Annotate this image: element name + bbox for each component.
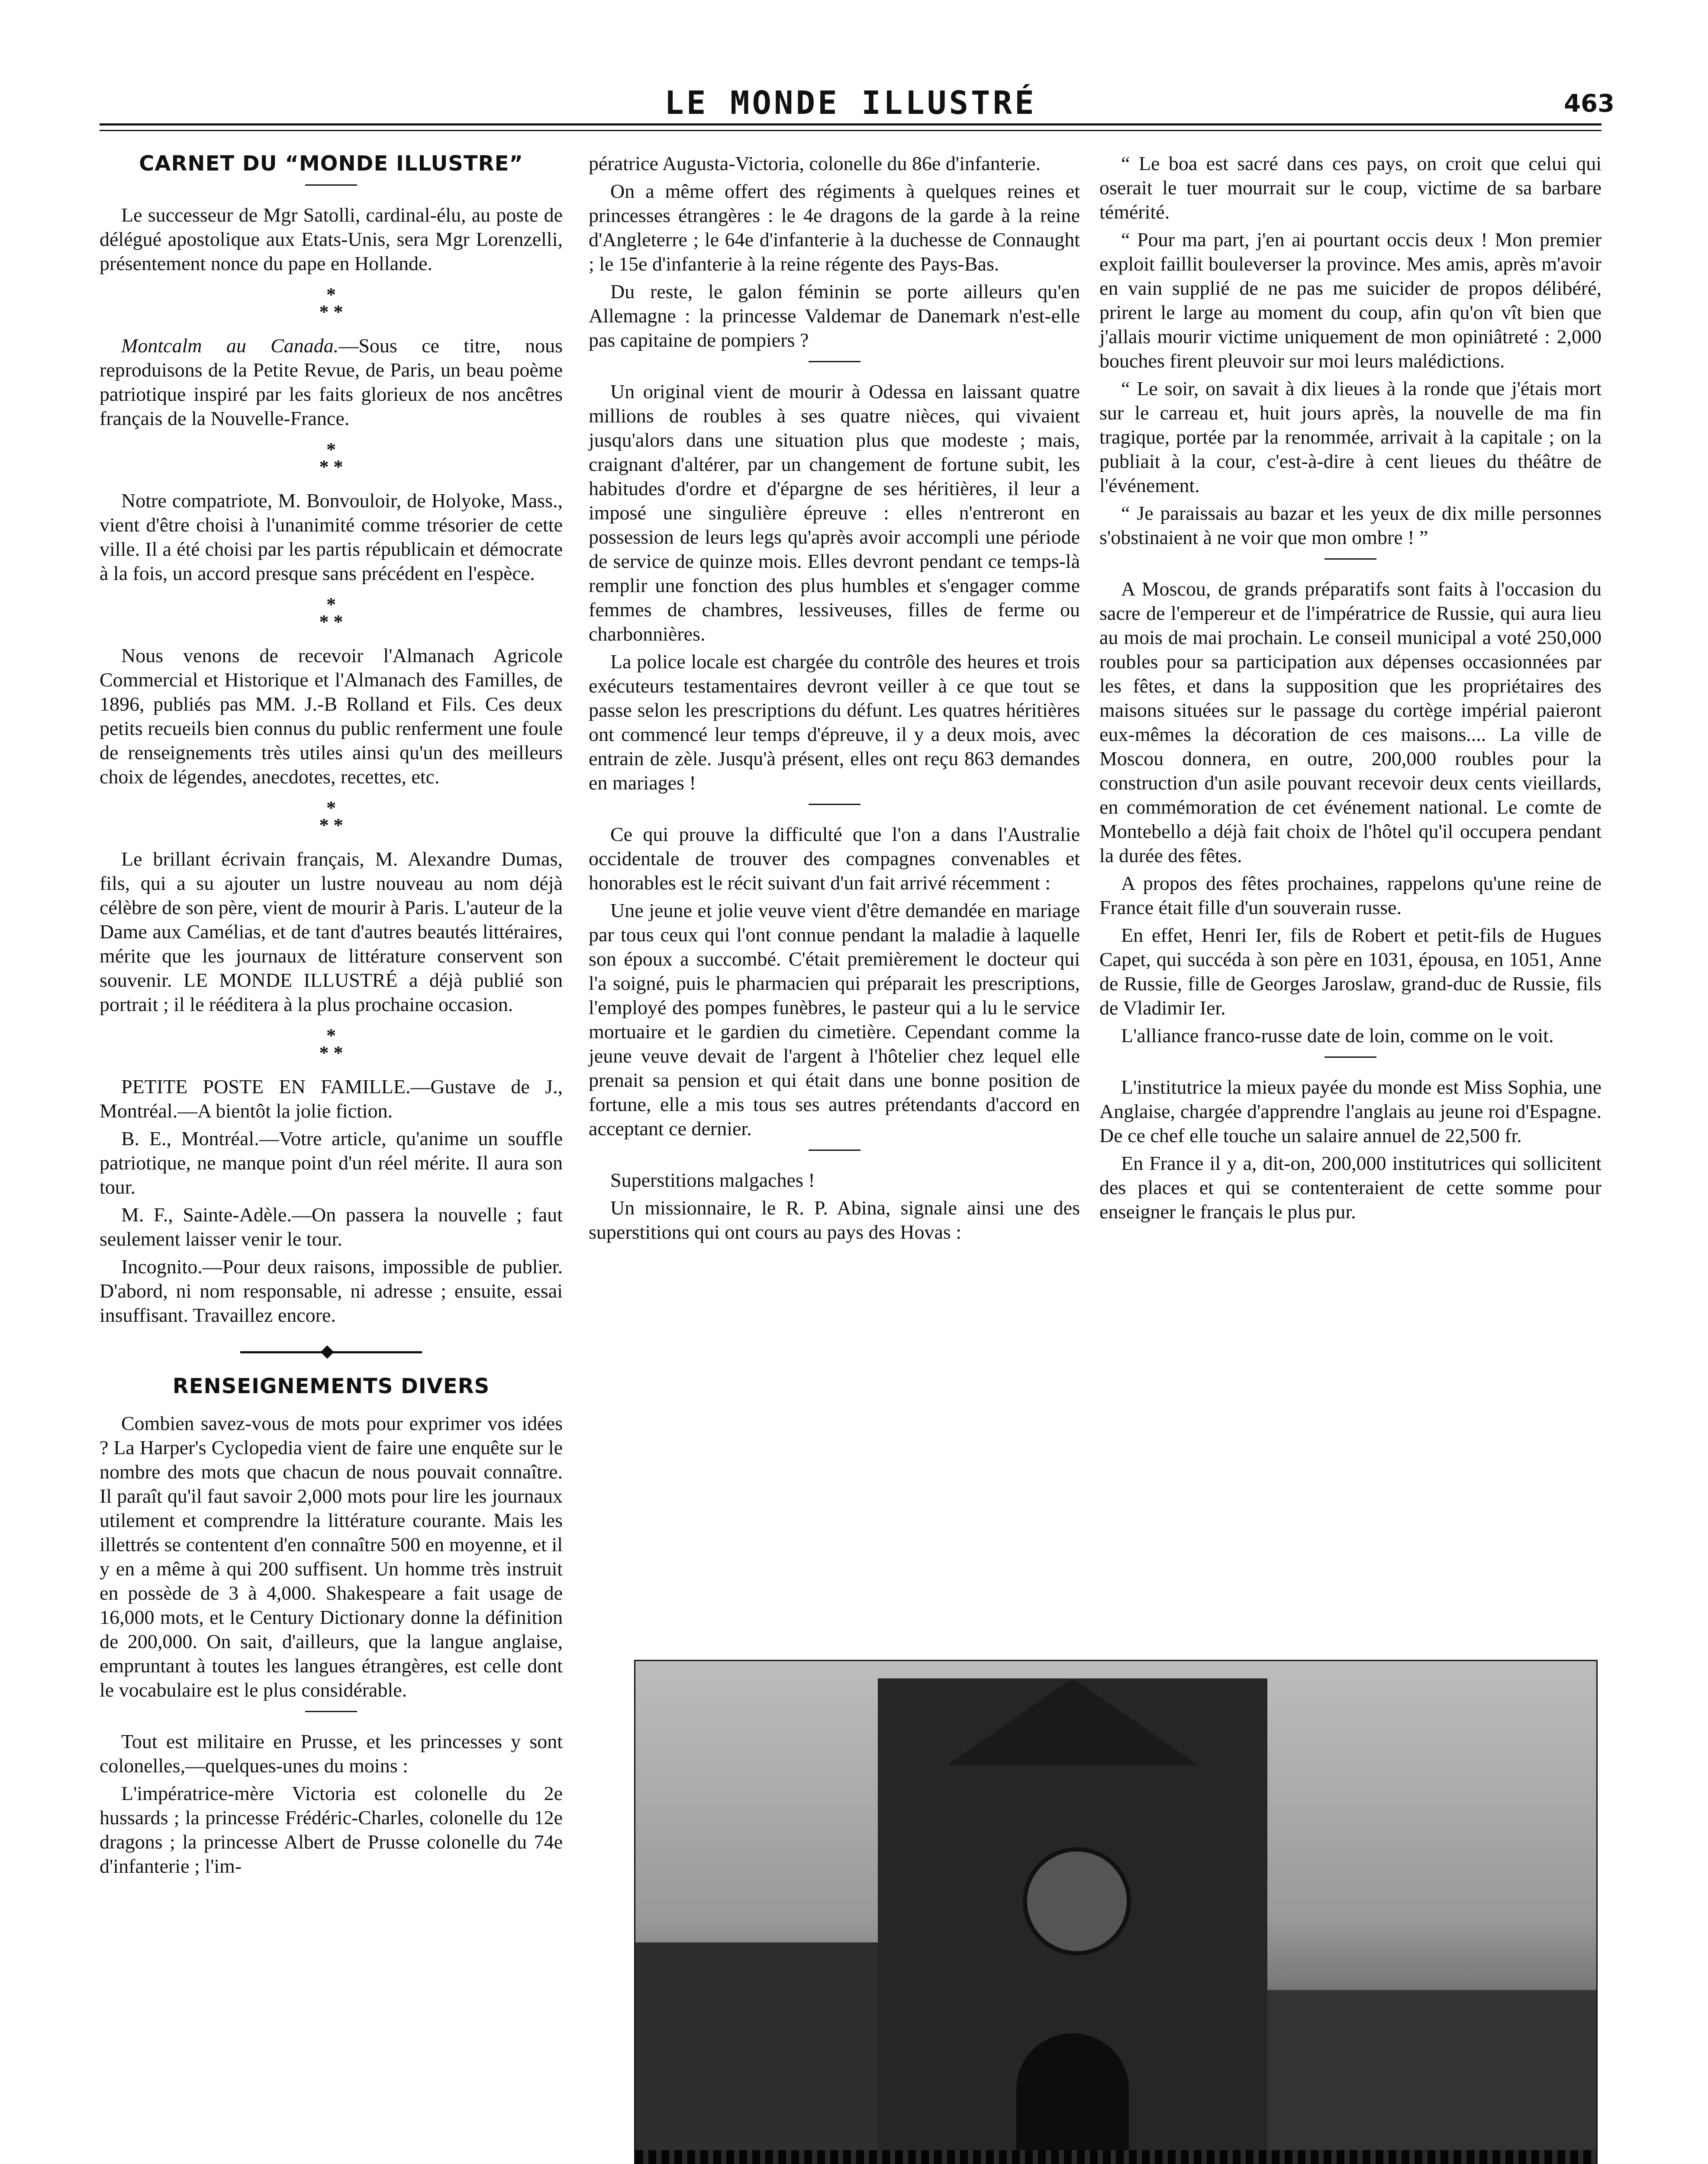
paragraph: M. F., Sainte-Adèle.—On passera la nouvelle ; faut seulement laisser venir le tour. (100, 1204, 563, 1250)
paragraph: Notre compatriote, M. Bonvouloir, de Holyoke, Mass., vient d'être choisi à l'unanimité comme trésorier de cette ville. Il a été choisi par les partis républicain et démocrate à la fois, un accord presque sans précédent en l'espèce. (100, 489, 563, 584)
section-rule (809, 804, 860, 805)
asterism-icon: * * * (319, 594, 343, 632)
paragraph: En effet, Henri Ier, fils de Robert et petit-fils de Hugues Capet, qui succéda à son père en 1031, épousa, en 1051, Anne de Russie, fille de Georges Jaroslaw, grand-duc de Russie, fils de Vladimir Ier. (1099, 924, 1602, 1019)
section-rule (305, 1711, 357, 1712)
carnet-heading: CARNET DU “MONDE ILLUSTRE” (139, 151, 523, 176)
column-3 (1099, 151, 1602, 1227)
paragraph: On a même offert des régiments à quelques reines et princesses étrangères : le 4e dragons de la garde à la reine d'Angleterre ; le 64e d'infanterie à la duchesse de Connaught ; le 15e d'infanterie à la reine régente des Pays-Bas. (589, 180, 1080, 275)
paragraph: Nous venons de recevoir l'Almanach Agricole Commercial et Historique et l'Almanach des Familles, de 1896, publiés pas MM. J.-B Rolland et Fils. Ces deux petits recueils bien connus du public renferment une foule de renseignements très utiles ainsi qu'un des meilleurs choix de légendes, anecdotes, recettes, etc. (100, 644, 563, 788)
paragraph-lead: PETITE POSTE EN FAMILLE. (121, 1076, 411, 1098)
header-rule-thin (100, 130, 1602, 131)
column-2 (589, 151, 1080, 1248)
paragraph-lead: Montcalm au Canada. (121, 335, 339, 357)
page-number: 463 (1564, 90, 1615, 118)
ornament-divider-icon (240, 1347, 422, 1357)
asterism-icon: * * * (319, 1025, 343, 1063)
column-1 (100, 151, 563, 1882)
paragraph: “ Pour ma part, j'en ai pourtant occis deux ! Mon premier exploit faillit bouleverser la province. Mes amis, après m'avoir en vain supplié de ne pas me suicider de propos délibéré, prirent le large au moment du coup, afin qu'on vît bien que j'allais mourir victime uniquement de mon opiniâtreté : 2,000 bouches firent pleuvoir sur moi leurs malédictions. (1099, 229, 1602, 372)
paragraph: Le successeur de Mgr Satolli, cardinal-élu, au poste de délégué apostolique aux Etats-Unis, sera Mgr Lorenzelli, présentement nonce du pape en Hollande. (100, 204, 563, 274)
paragraph: L'impératrice-mère Victoria est colonelle du 2e hussards ; la princesse Frédéric-Charles, colonelle du 12e dragons ; la princesse Albert de Prusse colonelle du 74e d'infanterie ; l'im- (100, 1782, 563, 1877)
section-rule (1325, 1056, 1376, 1058)
asterism-icon: * * * (319, 797, 343, 836)
paragraph: B. E., Montréal.—Votre article, qu'anime un souffle patriotique, ne manque point d'un réel mérite. Il aura son tour. (100, 1127, 563, 1198)
paragraph: Une jeune et jolie veuve vient d'être demandée en mariage par tous ceux qui l'ont connue pendant la maladie à laquelle son époux a succombé. C'était premièrement le docteur qui l'a soigné, puis le pharmacien qui préparait les prescriptions, l'employé des pompes funèbres, le pasteur qui a lu le service mortuaire et le gardien du cimetière. Cependant comme la jeune veuve devait de l'argent à l'hôtelier chez lequel elle prenait sa pension et qui était dans une bonne position de fortune, elle a mis tous ses autres prétendants d'accord en acceptant ce dernier. (589, 899, 1080, 1140)
paragraph: Tout est militaire en Prusse, et les princesses y sont colonelles,—quelques-unes du moins : (100, 1730, 563, 1777)
paragraph: La police locale est chargée du contrôle des heures et trois exécuteurs testamentaires devront veiller à ce que tout se passe selon les prescriptions du défunt. Les quatres héritières ont commencé leur temps d'épreuve, il y a deux mois, avec entrain de zèle. Jusqu'à présent, elles ont reçu 863 demandes en mariages ! (589, 650, 1080, 794)
asterism-icon: * * * (319, 439, 343, 477)
paragraph: L'institutrice la mieux payée du monde est Miss Sophia, une Anglaise, chargée d'apprendre l'anglais au jeune roi d'Espagne. De ce chef elle touche un salaire annuel de 22,500 fr. (1099, 1076, 1602, 1146)
paragraph: A Moscou, de grands préparatifs sont faits à l'occasion du sacre de l'empereur et de l'impératrice de Russie, qui aura lieu au mois de mai prochain. Le conseil municipal a voté 250,000 roubles pour sa participation aux dépenses occasionnées par les fêtes, et dans la supposition que les propriétaires des maisons situées sur le passage du cortège impérial paieront eux-mêmes la décoration de ces maisons.... La ville de Moscou donnera, en outre, 200,000 roubles pour la construction d'un asile pouvant recevoir deux cents vieillards, en commémoration de cet événement national. Le comte de Montebello a déjà fait choix de l'hôtel qu'il occupera pendant la durée des fêtes. (1099, 578, 1602, 866)
section-rule (305, 184, 357, 186)
paragraph: Du reste, le galon féminin se porte ailleurs qu'en Allemagne : la princesse Valdemar de Danemark n'est-elle pas capitaine de pompiers ? (589, 280, 1080, 351)
newspaper-title: LE MONDE ILLUSTRÉ (664, 84, 1037, 122)
paragraph: PETITE POSTE EN FAMILLE.—Gustave de J., Montréal.—A bientôt la jolie fiction. (100, 1076, 563, 1122)
paragraph: Montcalm au Canada.—Sous ce titre, nous reproduisons de la Petite Revue, de Paris, un beau poème patriotique inspiré par les faits glorieux de nos ancêtres français de la Nouvelle-France. (100, 335, 563, 429)
masthead (100, 80, 1615, 141)
header-rule (100, 123, 1602, 126)
church-photograph (634, 1660, 1598, 2164)
renseignements-heading: RENSEIGNEMENTS DIVERS (172, 1374, 490, 1398)
paragraph: “ Le soir, on savait à dix lieues à la ronde que j'étais mort sur le carreau et, huit jours après, la nouvelle de ma fin tragique, portée par la renommée, arrivait à la capitale ; on la publiait à la cour, c'est-à-dire à cent lieues du théâtre de l'événement. (1099, 377, 1602, 496)
paragraph: Le brillant écrivain français, M. Alexandre Dumas, fils, qui a su ajouter un lustre nouveau au nom déjà célèbre de son père, vient de mourir à Paris. L'auteur de la Dame aux Camélias, et de tant d'autres beautés littéraires, mérite que les journaux de littérature conservent son souvenir. LE MONDE ILLUSTRÉ a déjà publié son portrait ; il le rééditera à la plus prochaine occasion. (100, 848, 563, 1015)
section-rule (809, 361, 860, 362)
paragraph: A propos des fêtes prochaines, rappelons qu'une reine de France était fille d'un souverain russe. (1099, 872, 1602, 918)
paragraph: L'alliance franco-russe date de loin, comme on le voit. (1121, 1024, 1554, 1047)
paragraph: Combien savez-vous de mots pour exprimer vos idées ? La Harper's Cyclopedia vient de faire une enquête sur le nombre des mots que chacun de nous pouvait connaître. Il paraît qu'il faut savoir 2,000 mots pour lire les journaux utilement et comprendre la littérature courante. Mais les illettrés se contentent d'en connaître 500 en moyenne, et il y en a même à qui 200 suffisent. Un homme très instruit en possède de 3 à 4,000. Shakespeare a fait usage de 16,000 mots, et le Century Dictionary donne la définition de 200,000. On sait, d'ailleurs, que la langue anglaise, empruntant à toutes les langues étrangères, est celle dont le vocabulaire est le plus considérable. (100, 1412, 563, 1701)
paragraph: Un original vient de mourir à Odessa en laissant quatre millions de roubles à ses quatre nièces, qui vivaient jusqu'alors dans une situation plus que modeste ; mais, craignant d'altérer, par un changement de fortune subit, les habitudes d'ordre et d'épargne de ses héritières, il leur a imposé une singulière épreuve : elles n'entreront en possession de leurs legs qu'après avoir accompli une période de service de quinze mois. Elles devront pendant ce temps-là remplir une fonction des plus humbles et s'engager comme femmes de chambres, lessiveuses, filles de ferme ou charbonnières. (589, 380, 1080, 645)
section-rule (1325, 558, 1376, 560)
asterism-icon: * * * (319, 284, 343, 322)
paragraph: Incognito.—Pour deux raisons, impossible de publier. D'abord, ni nom responsable, ni adresse ; ensuite, essai insuffisant. Travaillez encore. (100, 1256, 563, 1326)
paragraph: En France il y a, dit-on, 200,000 institutrices qui sollicitent des places et qui se contenteraient de cette somme pour enseigner le français le plus pur. (1099, 1152, 1602, 1223)
paragraph: Superstitions malgaches ! (610, 1169, 815, 1191)
paragraph: Un missionnaire, le R. P. Abina, signale ainsi une des superstitions qui ont cours au pays des Hovas : (589, 1197, 1080, 1243)
paragraph: Ce qui prouve la difficulté que l'on a dans l'Australie occidentale de trouver des compagnes convenables et honorables est le récit suivant d'un fait arrivé récemment : (589, 823, 1080, 894)
paragraph: “ Le boa est sacré dans ces pays, on croit que celui qui oserait le tuer mourrait sur le coup, victime de sa barbare témérité. (1099, 152, 1602, 223)
section-rule (809, 1150, 860, 1151)
paragraph: pératrice Augusta-Victoria, colonelle du 86e d'infanterie. (589, 152, 1041, 174)
paragraph: “ Je paraissais au bazar et les yeux de dix mille personnes s'obstinaient à ne voir que mon ombre ! ” (1099, 502, 1602, 548)
